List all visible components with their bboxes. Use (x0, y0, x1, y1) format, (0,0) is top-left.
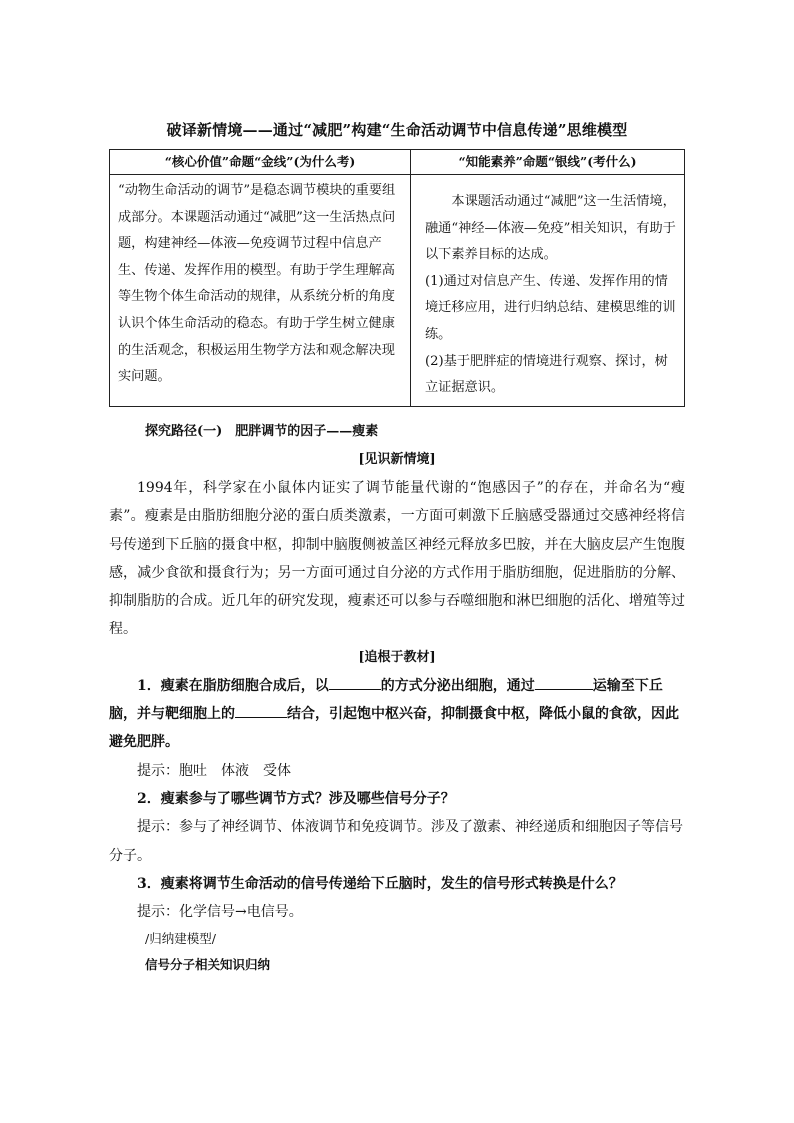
question-1-part-3: 运输至下丘脑，并与靶细胞上的 (109, 677, 663, 723)
table-cell-right (411, 175, 685, 407)
context-paragraph: 1994年，科学家在小鼠体内证实了调节能量代谢的“饱感因子”的存在，并命名为“瘦素”。瘦素是由脂肪细胞分泌的蛋白质类激素，一方面可刺激下丘脑感受器通过交感神经将信号传递到下丘脑的摄食中枢，抑制中脑腹侧被盖区神经元释放多巴胺，并在大脑皮层产生饱腹感，减少食欲和摄食行为；另一方面可通过自分泌的方式作用于脂肪细胞，促进脂肪的分解、抑制脂肪的合成。近几年的研究发现，瘦素还可以参与吞噬细胞和淋巴细胞的活化、增殖等过程。 (109, 480, 685, 638)
table-header-left: “核心价值”命题“金线”(为什么考) (110, 150, 411, 175)
section-heading: 探究路径(一) 肥胖调节的因子——瘦素 (145, 424, 379, 439)
right-cell-item-1: (1)通过对信息产生、传递、发挥作用的情境迁移应用，进行归纳总结、建模思维的训练。 (425, 273, 676, 342)
answer-3: 提示：化学信号→电信号。 (137, 904, 303, 921)
new-context-label: [见识新情境] (358, 452, 436, 467)
table-cell-left (110, 175, 411, 407)
question-2: 2．瘦素参与了哪些调节方式？涉及哪些信号分子？ (137, 790, 455, 807)
question-1 (109, 672, 685, 757)
question-1-part-2: 的方式分泌出细胞，通过 (380, 677, 535, 694)
table-header-row (110, 150, 685, 175)
table-header-right: “知能素养”命题“银线”(考什么) (411, 150, 685, 175)
question-3: 3．瘦素将调节生命活动的信号传递给下丘脑时，发生的信号形式转换是什么？ (137, 875, 623, 892)
question-1-part-1: 1．瘦素在脂肪细胞合成后，以 (137, 677, 329, 694)
page-title: 破译新情境——通过“减肥”构建“生命活动调节中信息传递”思维模型 (166, 121, 628, 139)
fill-blank-1 (329, 675, 381, 690)
answer-2: 提示：参与了神经调节、体液调节和免疫调节。涉及了激素、神经递质和细胞因子等信号分子。 (109, 819, 683, 864)
answer-1: 提示：胞吐 体液 受体 (137, 762, 291, 779)
question-1-part-4: 结合，引起饱中枢兴奋，抑制摄食中枢，降低小鼠的食欲，因此避免肥胖。 (109, 706, 679, 751)
left-cell-text: “动物生命活动的调节”是稳态调节模块的重要组成部分。本课题活动通过“减肥”这一生活热点问题，构建神经—体液—免疫调节过程中信息产生、传递、发挥作用的模型。有助于学生理解高等生物个体生命活动的规律，从系统分析的角度认识个体生命活动的稳态。有助于学生树立健康的生活观念，积极运用生物学方法和观念解决现实问题。 (118, 183, 396, 385)
model-label: /归纳建模型/ (145, 931, 216, 947)
table-row (110, 175, 685, 407)
right-cell-intro: 本课题活动通过“减肥”这一生活情境，融通“神经—体液—免疫”相关知识，有助于以下素养目标的达成。 (425, 194, 676, 263)
fill-blank-2 (535, 675, 593, 690)
core-value-table (109, 149, 685, 407)
right-cell-item-2: (2)基于肥胖症的情境进行观察、探讨，树立证据意识。 (425, 353, 668, 396)
summary-heading: 信号分子相关知识归纳 (145, 957, 271, 973)
main-body (109, 418, 685, 978)
textbook-label: [追根于教材] (358, 649, 436, 665)
fill-blank-3 (235, 703, 287, 718)
